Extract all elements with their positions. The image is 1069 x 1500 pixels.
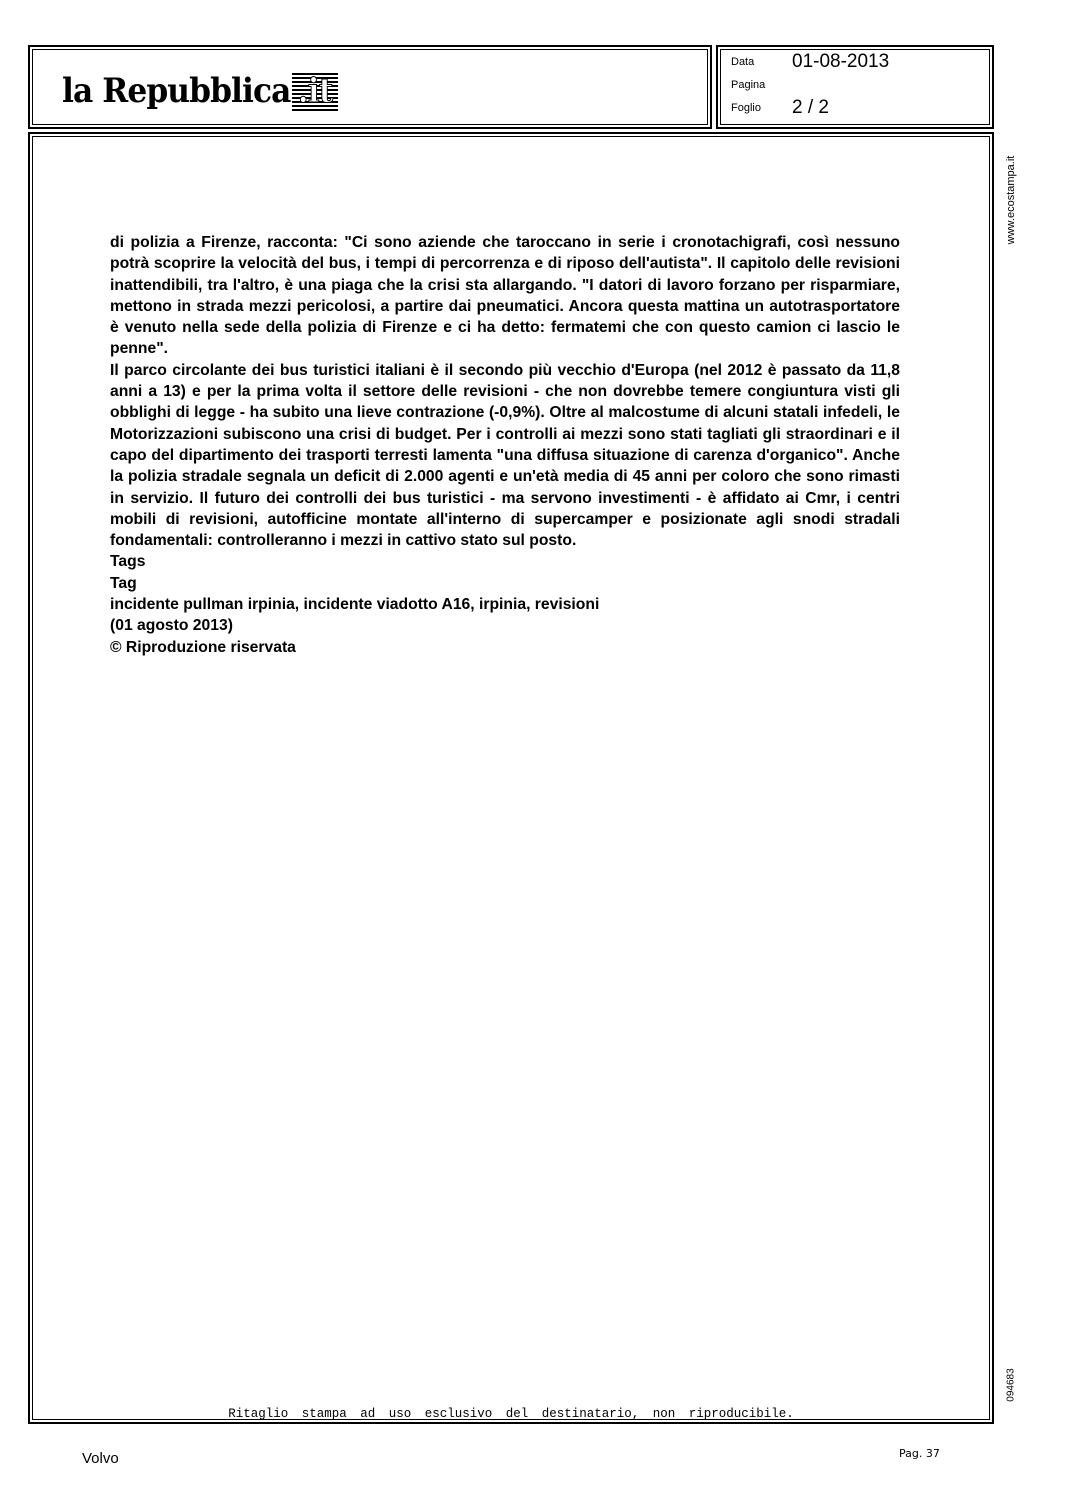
article-paragraph: Il parco circolante dei bus turistici italiani è il secondo più vecchio d'Europa (nel 2012 è passato da 11,8 anni a 13) e per la prima volta il settore delle revisioni - che non dovrebbe temere congiuntura visti gli obblighi di legge - ha subito una lieve contrazione (-0,9%). Oltre al malcostume di alcuni statali infedeli, le Motorizzazioni subiscono una crisi di budget. Per i controlli ai mezzi sono stati tagliati gli straordinari e il capo del dipartimento dei trasporti terresti lamenta "una diffusa situazione di carenza d'organico". Anche la polizia stradale segnala un deficit di 2.000 agenti e un'età media di 45 anni per coloro che sono rimasti in servizio. Il futuro dei controlli dei bus turistici - ma servono investimenti - è affidato ai Cmr, i centri mobili di revisioni, autofficine montate all'interno di supercamper e posizionate agli snodi stradali fondamentali: controlleranno i mezzi in cattivo stato sul posto.	[110, 361, 900, 550]
page-number: Pag. 37	[899, 1447, 940, 1460]
tags-heading: Tags	[110, 553, 146, 571]
data-value: 01-08-2013	[792, 51, 890, 72]
newspaper-logo	[62, 71, 338, 111]
copyright-notice: © Riproduzione riservata	[110, 638, 296, 656]
tag-list: incidente pullman irpinia, incidente viadotto A16, irpinia, revisioni	[110, 596, 600, 614]
foglio-value: 2 / 2	[792, 97, 829, 118]
logo-suffix: .it	[292, 71, 338, 111]
side-website-text: www.ecostampa.it	[1005, 155, 1017, 245]
article-date: (01 agosto 2013)	[110, 617, 233, 635]
article-body	[110, 232, 900, 658]
pagina-label: Pagina	[731, 79, 766, 91]
masthead-box	[28, 45, 712, 129]
side-website	[1004, 145, 1018, 255]
metadata-box	[716, 45, 994, 129]
tag-label: Tag	[110, 574, 137, 592]
article-paragraph: di polizia a Firenze, racconta: "Ci sono aziende che taroccano in serie i cronotachigrafi, così nessuno potrà scoprire la velocità del bus, i tempi di percorrenza e di riposo dell'autista". Il capitolo delle revisioni inattendibili, tra l'altro, è una piaga che la crisi sta allargando. "I datori di lavoro forzano per risparmiare, mettono in strada mezzi pericolosi, a partire dai pneumatici. Ancora questa mattina un autotrasportatore è venuto nella sede della polizia di Firenze e ci ha detto: fermatemi che con questo camion ci lascio le penne".	[110, 234, 900, 358]
foglio-label: Foglio	[731, 102, 761, 114]
side-code	[1004, 1365, 1018, 1405]
side-code-text: 094683	[1005, 1368, 1017, 1402]
client-name: Volvo	[82, 1450, 119, 1467]
data-label: Data	[731, 56, 755, 68]
logo-text: la Repubblica	[62, 71, 291, 111]
reproduction-notice: Ritaglio stampa ad uso esclusivo del destinatario, non riproducibile.	[228, 1407, 794, 1421]
